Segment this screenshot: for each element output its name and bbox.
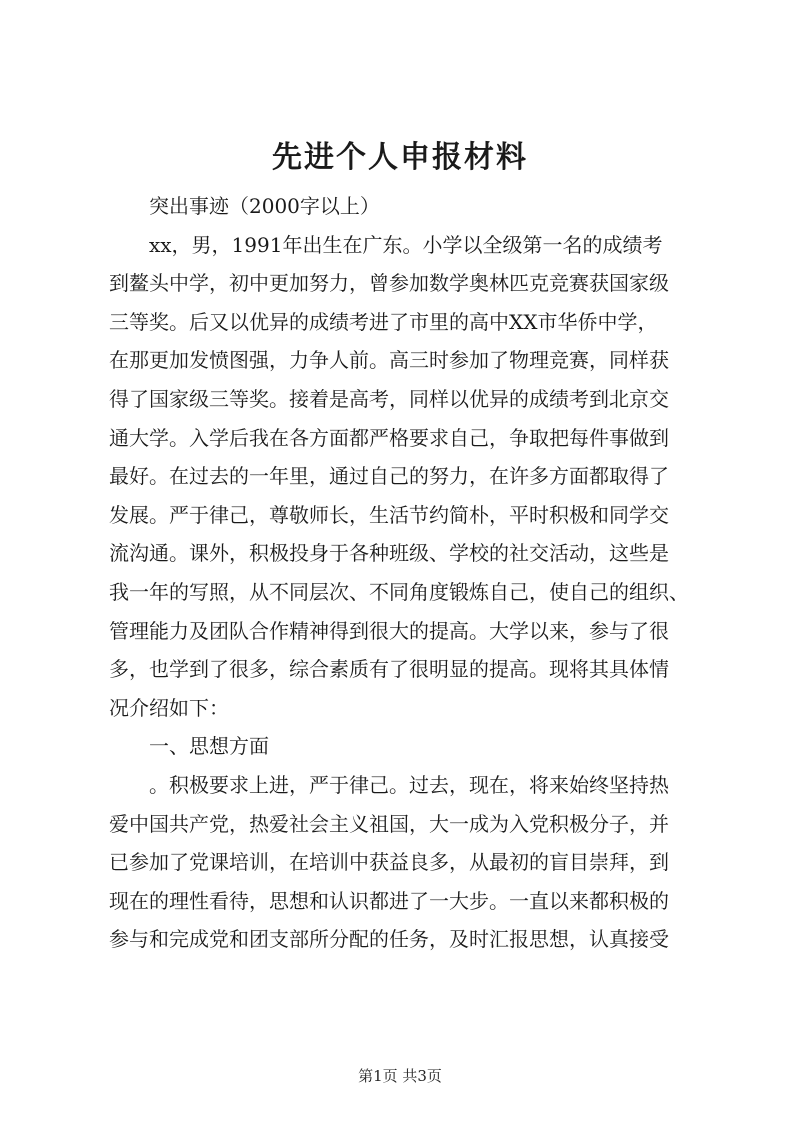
paragraph-line: 在那更加发愤图强，力争人前。高三时参加了物理竞赛，同样获 [109,348,669,373]
paragraph-line: 得了国家级三等奖。接着是高考，同样以优异的成绩考到北京交 [109,386,669,411]
paragraph-line: 发展。严于律己，尊敬师长，生活节约简朴，平时积极和同学交 [109,502,669,527]
paragraph-line: 到鳌头中学，初中更加努力，曾参加数学奥林匹克竞赛获国家级 [109,271,669,296]
page-number-footer: 第1页 共3页 [358,1067,442,1085]
document-body [109,187,709,959]
section-line: 现在的理性看待，思想和认识都进了一大步。一直以来都积极的 [109,888,669,913]
paragraph-line: 多，也学到了很多，综合素质有了很明显的提高。现将其具体情 [109,657,669,682]
section-line: 。积极要求上进，严于律己。过去，现在，将来始终坚持热 [149,772,669,797]
paragraph-line: 流沟通。课外，积极投身于各种班级、学校的社交活动，这些是 [109,541,669,566]
document-title: 先进个人申报材料 [272,140,528,175]
subtitle: 突出事迹（2000字以上） [149,194,380,218]
paragraph-line: 最好。在过去的一年里，通过自己的努力，在许多方面都取得了 [109,464,669,489]
paragraph-line: xx，男，1991年出生在广东。小学以全级第一名的成绩考 [149,232,663,257]
paragraph-line: 管理能力及团队合作精神得到很大的提高。大学以来，参与了很 [109,618,669,643]
section-line: 已参加了党课培训，在培训中获益良多，从最初的盲目崇拜，到 [109,850,669,875]
paragraph-line: 三等奖。后又以优异的成绩考进了市里的高中XX市华侨中学， [109,309,658,334]
section-line: 爱中国共产党，热爱社会主义祖国，大一成为入党积极分子，并 [109,811,669,836]
paragraph-line: 况介绍如下： [109,695,229,720]
section-line: 参与和完成党和团支部所分配的任务，及时汇报思想，认真接受 [109,927,669,952]
section-heading: 一、思想方面 [149,734,269,759]
paragraph-line: 通大学。入学后我在各方面都严格要求自己，争取把每件事做到 [109,425,669,450]
paragraph-line: 我一年的写照，从不同层次、不同角度锻炼自己，使自己的组织、 [109,579,689,604]
